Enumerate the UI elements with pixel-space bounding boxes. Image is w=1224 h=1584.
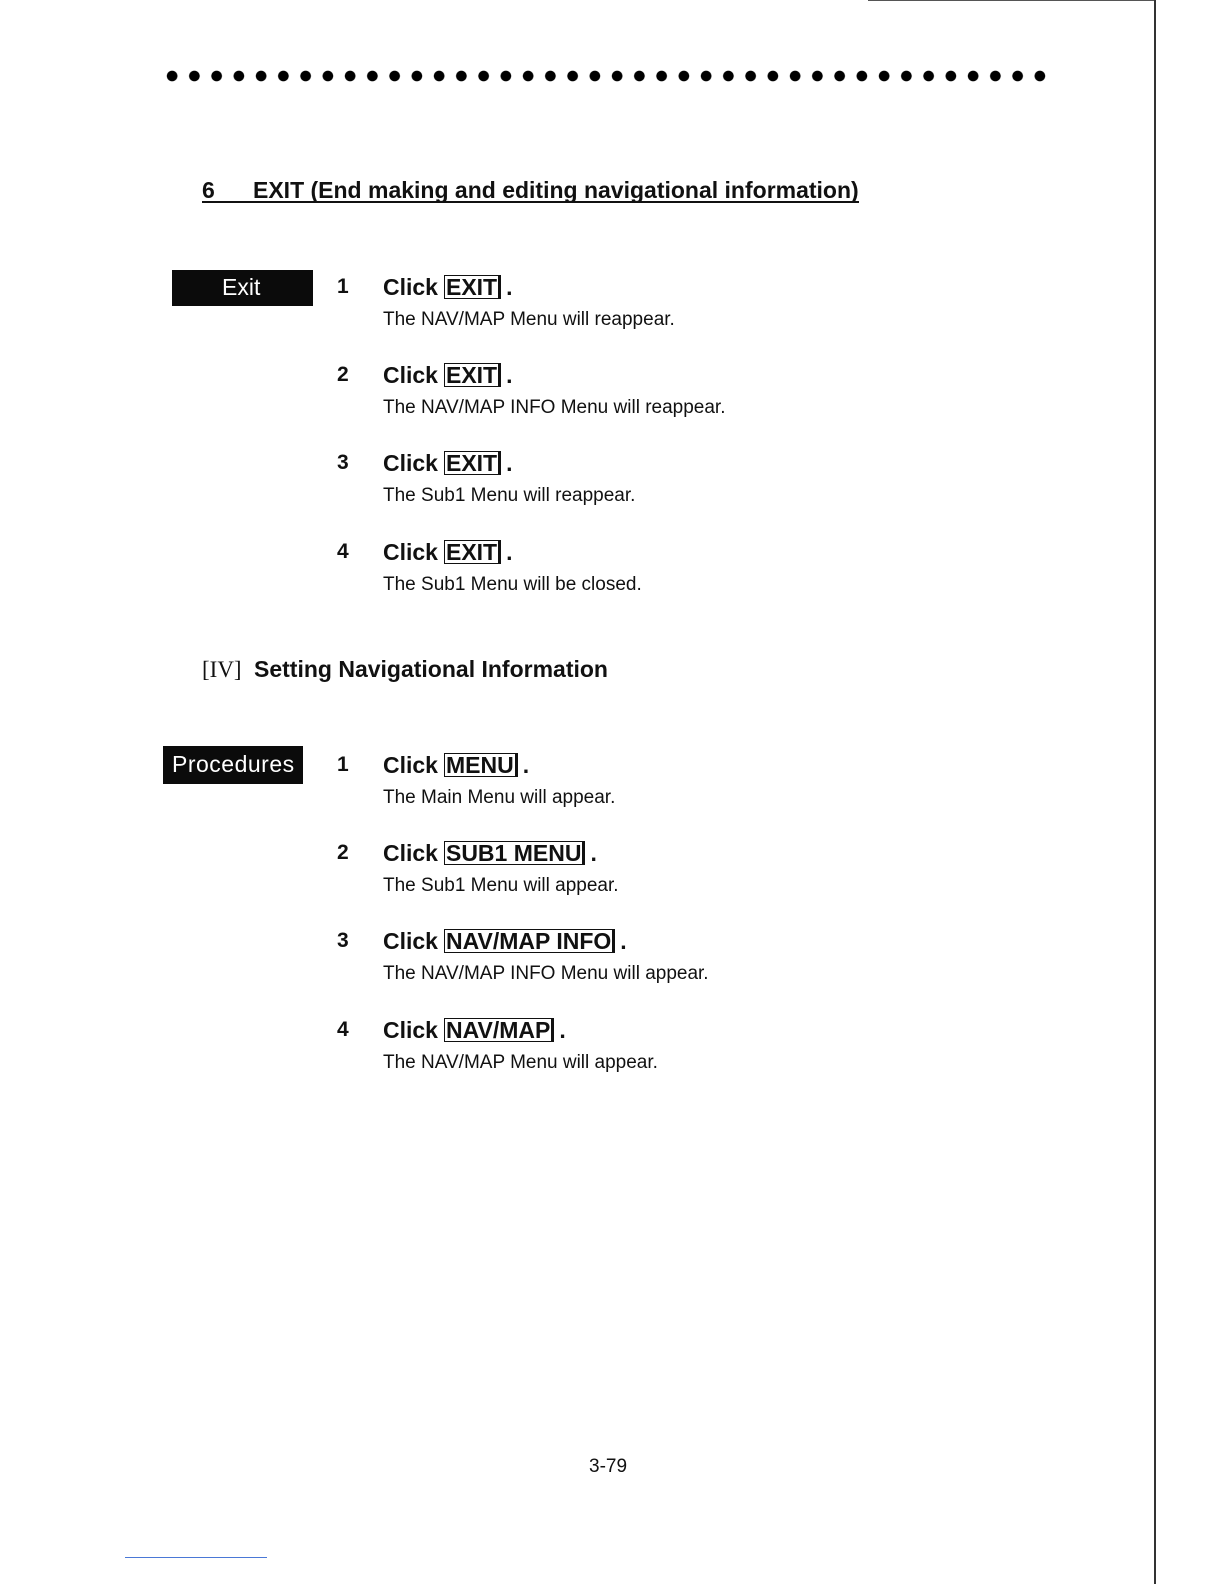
step	[337, 360, 937, 426]
step	[337, 537, 937, 603]
step-action: Click	[383, 752, 438, 778]
exit-key-reference: EXIT	[444, 275, 501, 299]
step-number: 2	[337, 363, 349, 386]
step-instruction	[383, 1015, 566, 1045]
step-instruction	[383, 838, 597, 868]
nav-map-info-key-reference: NAV/MAP INFO	[444, 929, 615, 953]
step-instruction	[383, 750, 529, 780]
step-period: .	[506, 450, 513, 476]
step-period: .	[506, 274, 513, 300]
step-instruction	[383, 537, 513, 567]
step-action: Click	[383, 362, 438, 388]
step-instruction	[383, 360, 513, 390]
section-number: [IV]	[202, 657, 242, 682]
step-action: Click	[383, 928, 438, 954]
step-period: .	[506, 362, 513, 388]
step-result: The NAV/MAP INFO Menu will reappear.	[383, 397, 726, 418]
step	[337, 272, 937, 338]
page-border-right	[1154, 0, 1156, 1584]
exit-label-box: Exit	[172, 270, 313, 306]
step	[337, 750, 937, 816]
sub1-menu-key-reference: SUB1 MENU	[444, 841, 585, 865]
step-period: .	[559, 1017, 566, 1043]
step-period: .	[590, 840, 597, 866]
step-result: The NAV/MAP INFO Menu will appear.	[383, 963, 709, 984]
step-number: 1	[337, 275, 349, 298]
step-result: The Sub1 Menu will reappear.	[383, 485, 636, 506]
scan-artifact-line	[125, 1557, 267, 1558]
step	[337, 838, 937, 904]
exit-key-reference: EXIT	[444, 363, 501, 387]
step-number: 1	[337, 753, 349, 776]
step-number: 4	[337, 1018, 349, 1041]
step-number: 3	[337, 929, 349, 952]
step-number: 4	[337, 540, 349, 563]
step-instruction	[383, 448, 513, 478]
step-result: The Sub1 Menu will be closed.	[383, 574, 642, 595]
exit-key-reference: EXIT	[444, 540, 501, 564]
page-border-top	[868, 0, 1155, 1]
exit-key-reference: EXIT	[444, 451, 501, 475]
section-title: EXIT (End making and editing navigational information)	[253, 177, 859, 203]
step-result: The NAV/MAP Menu will reappear.	[383, 309, 675, 330]
section-heading-setting	[202, 656, 608, 683]
procedures-label-box: Procedures	[163, 746, 303, 784]
section-title: Setting Navigational Information	[254, 656, 608, 682]
step-period: .	[522, 752, 530, 778]
step-period: .	[506, 539, 513, 565]
step-action: Click	[383, 1017, 438, 1043]
step-action: Click	[383, 840, 438, 866]
section-number: 6	[202, 177, 215, 203]
step-instruction	[383, 272, 513, 302]
step-instruction	[383, 926, 627, 956]
menu-key-reference: MENU	[444, 753, 518, 777]
page-number: 3-79	[589, 1456, 628, 1477]
step-result: The NAV/MAP Menu will appear.	[383, 1052, 658, 1073]
dot-divider	[161, 70, 1051, 82]
step-result: The Main Menu will appear.	[383, 787, 616, 808]
step-number: 3	[337, 451, 349, 474]
step-number: 2	[337, 841, 349, 864]
step-action: Click	[383, 539, 438, 565]
step	[337, 1015, 937, 1081]
step	[337, 448, 937, 514]
step-period: .	[620, 928, 627, 954]
step-action: Click	[383, 450, 438, 476]
step-action: Click	[383, 274, 438, 300]
section-heading-exit	[202, 177, 859, 203]
step	[337, 926, 937, 992]
step-result: The Sub1 Menu will appear.	[383, 875, 619, 896]
nav-map-key-reference: NAV/MAP	[444, 1018, 554, 1042]
